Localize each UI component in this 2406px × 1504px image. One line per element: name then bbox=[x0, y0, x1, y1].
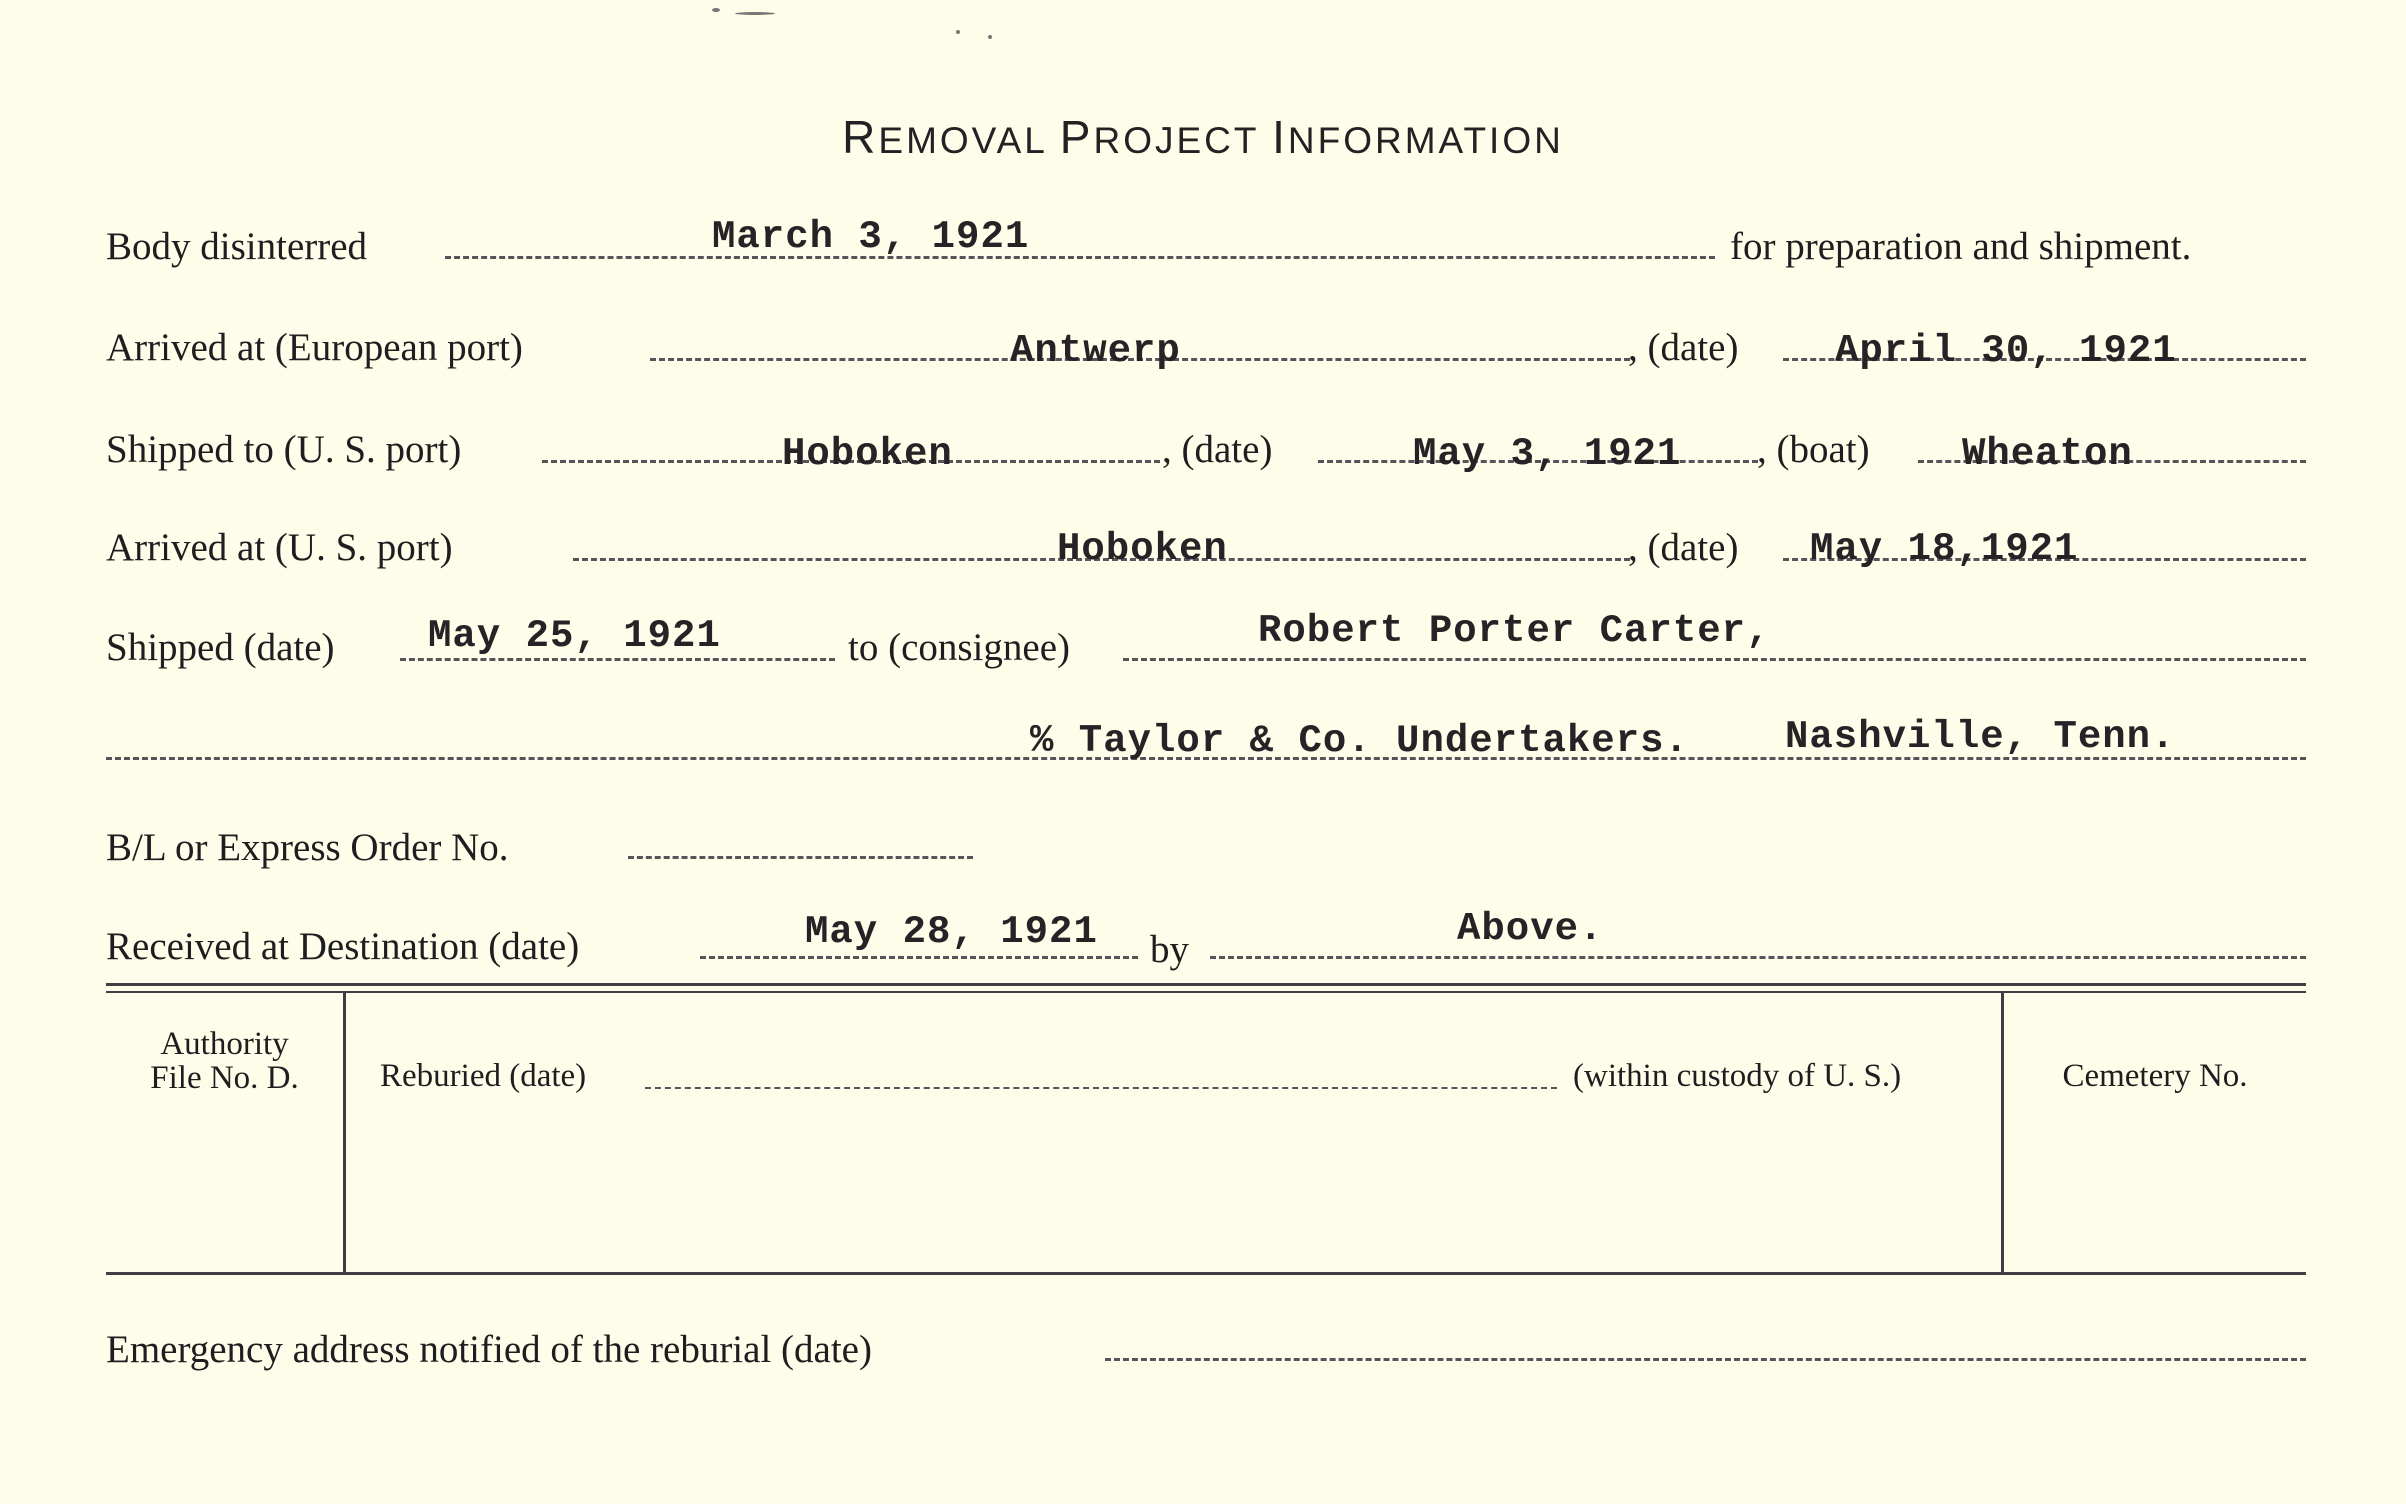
emergency-address-line bbox=[1105, 1358, 2306, 1361]
received-by-line bbox=[1210, 956, 2306, 959]
body-disinterred-value: March 3, 1921 bbox=[712, 215, 1030, 259]
emergency-address-label: Emergency address notified of the reburial (date) bbox=[106, 1328, 872, 1371]
shipped-date-label: , (date) bbox=[1162, 428, 1273, 471]
shipped-final-date-line bbox=[400, 658, 835, 661]
shipped-date-value: May 3, 1921 bbox=[1413, 432, 1682, 476]
table-divider-right bbox=[2001, 993, 2004, 1273]
boat-value: Wheaton bbox=[1962, 432, 2133, 476]
european-date-label: , (date) bbox=[1628, 326, 1739, 369]
custody-label: (within custody of U. S.) bbox=[1573, 1058, 1902, 1094]
table-bottom-rule bbox=[106, 1272, 2306, 1275]
reburied-label: Reburied (date) bbox=[380, 1058, 587, 1094]
express-order-line bbox=[628, 856, 973, 859]
ink-speck bbox=[712, 8, 720, 12]
shipped-final-date-label: Shipped (date) bbox=[106, 626, 335, 669]
arrived-date-label: , (date) bbox=[1628, 526, 1739, 569]
ink-speck bbox=[956, 30, 960, 34]
arrived-us-port-value: Hoboken bbox=[1057, 527, 1228, 571]
table-divider-left bbox=[343, 993, 346, 1273]
received-date-value: May 28, 1921 bbox=[805, 910, 1098, 954]
ink-speck bbox=[988, 35, 992, 39]
european-port-value: Antwerp bbox=[1010, 329, 1181, 373]
cemetery-label: Cemetery No. bbox=[2062, 1058, 2248, 1094]
authority-label-line1: Authority bbox=[160, 1026, 289, 1062]
consignee-value: Robert Porter Carter, bbox=[1258, 609, 1771, 653]
shipped-final-date-value: May 25, 1921 bbox=[428, 614, 721, 658]
received-destination-label: Received at Destination (date) bbox=[106, 925, 580, 968]
authority-label-line2: File No. D. bbox=[150, 1060, 299, 1096]
page-title: REMOVAL PROJECT INFORMATION bbox=[842, 111, 1564, 163]
body-disinterred-label: Body disinterred bbox=[106, 225, 368, 268]
preparation-shipment-label: for preparation and shipment. bbox=[1730, 225, 2192, 268]
consignee-address-value: % Taylor & Co. Undertakers. bbox=[1030, 719, 1689, 763]
boat-label: , (boat) bbox=[1757, 428, 1870, 471]
table-top-rule-inner bbox=[106, 991, 2306, 993]
arrived-us-port-label: Arrived at (U. S. port) bbox=[106, 526, 453, 569]
consignee-line bbox=[1123, 658, 2306, 661]
arrived-date-value: May 18,1921 bbox=[1810, 527, 2079, 571]
consignee-label: to (consignee) bbox=[848, 626, 1071, 669]
received-by-value: Above. bbox=[1457, 907, 1604, 951]
table-top-rule bbox=[106, 983, 2306, 986]
european-port-label: Arrived at (European port) bbox=[106, 326, 523, 369]
express-order-label: B/L or Express Order No. bbox=[106, 826, 509, 869]
shipped-us-port-value: Hoboken bbox=[782, 432, 953, 476]
received-date-line bbox=[700, 956, 1138, 959]
received-by-label: by bbox=[1150, 928, 1189, 971]
consignee-city-value: Nashville, Tenn. bbox=[1785, 715, 2176, 759]
reburied-line bbox=[645, 1087, 1557, 1089]
european-date-value: April 30, 1921 bbox=[1835, 329, 2177, 373]
body-disinterred-line bbox=[445, 256, 1715, 259]
ink-speck bbox=[735, 12, 775, 15]
shipped-us-port-label: Shipped to (U. S. port) bbox=[106, 428, 462, 471]
